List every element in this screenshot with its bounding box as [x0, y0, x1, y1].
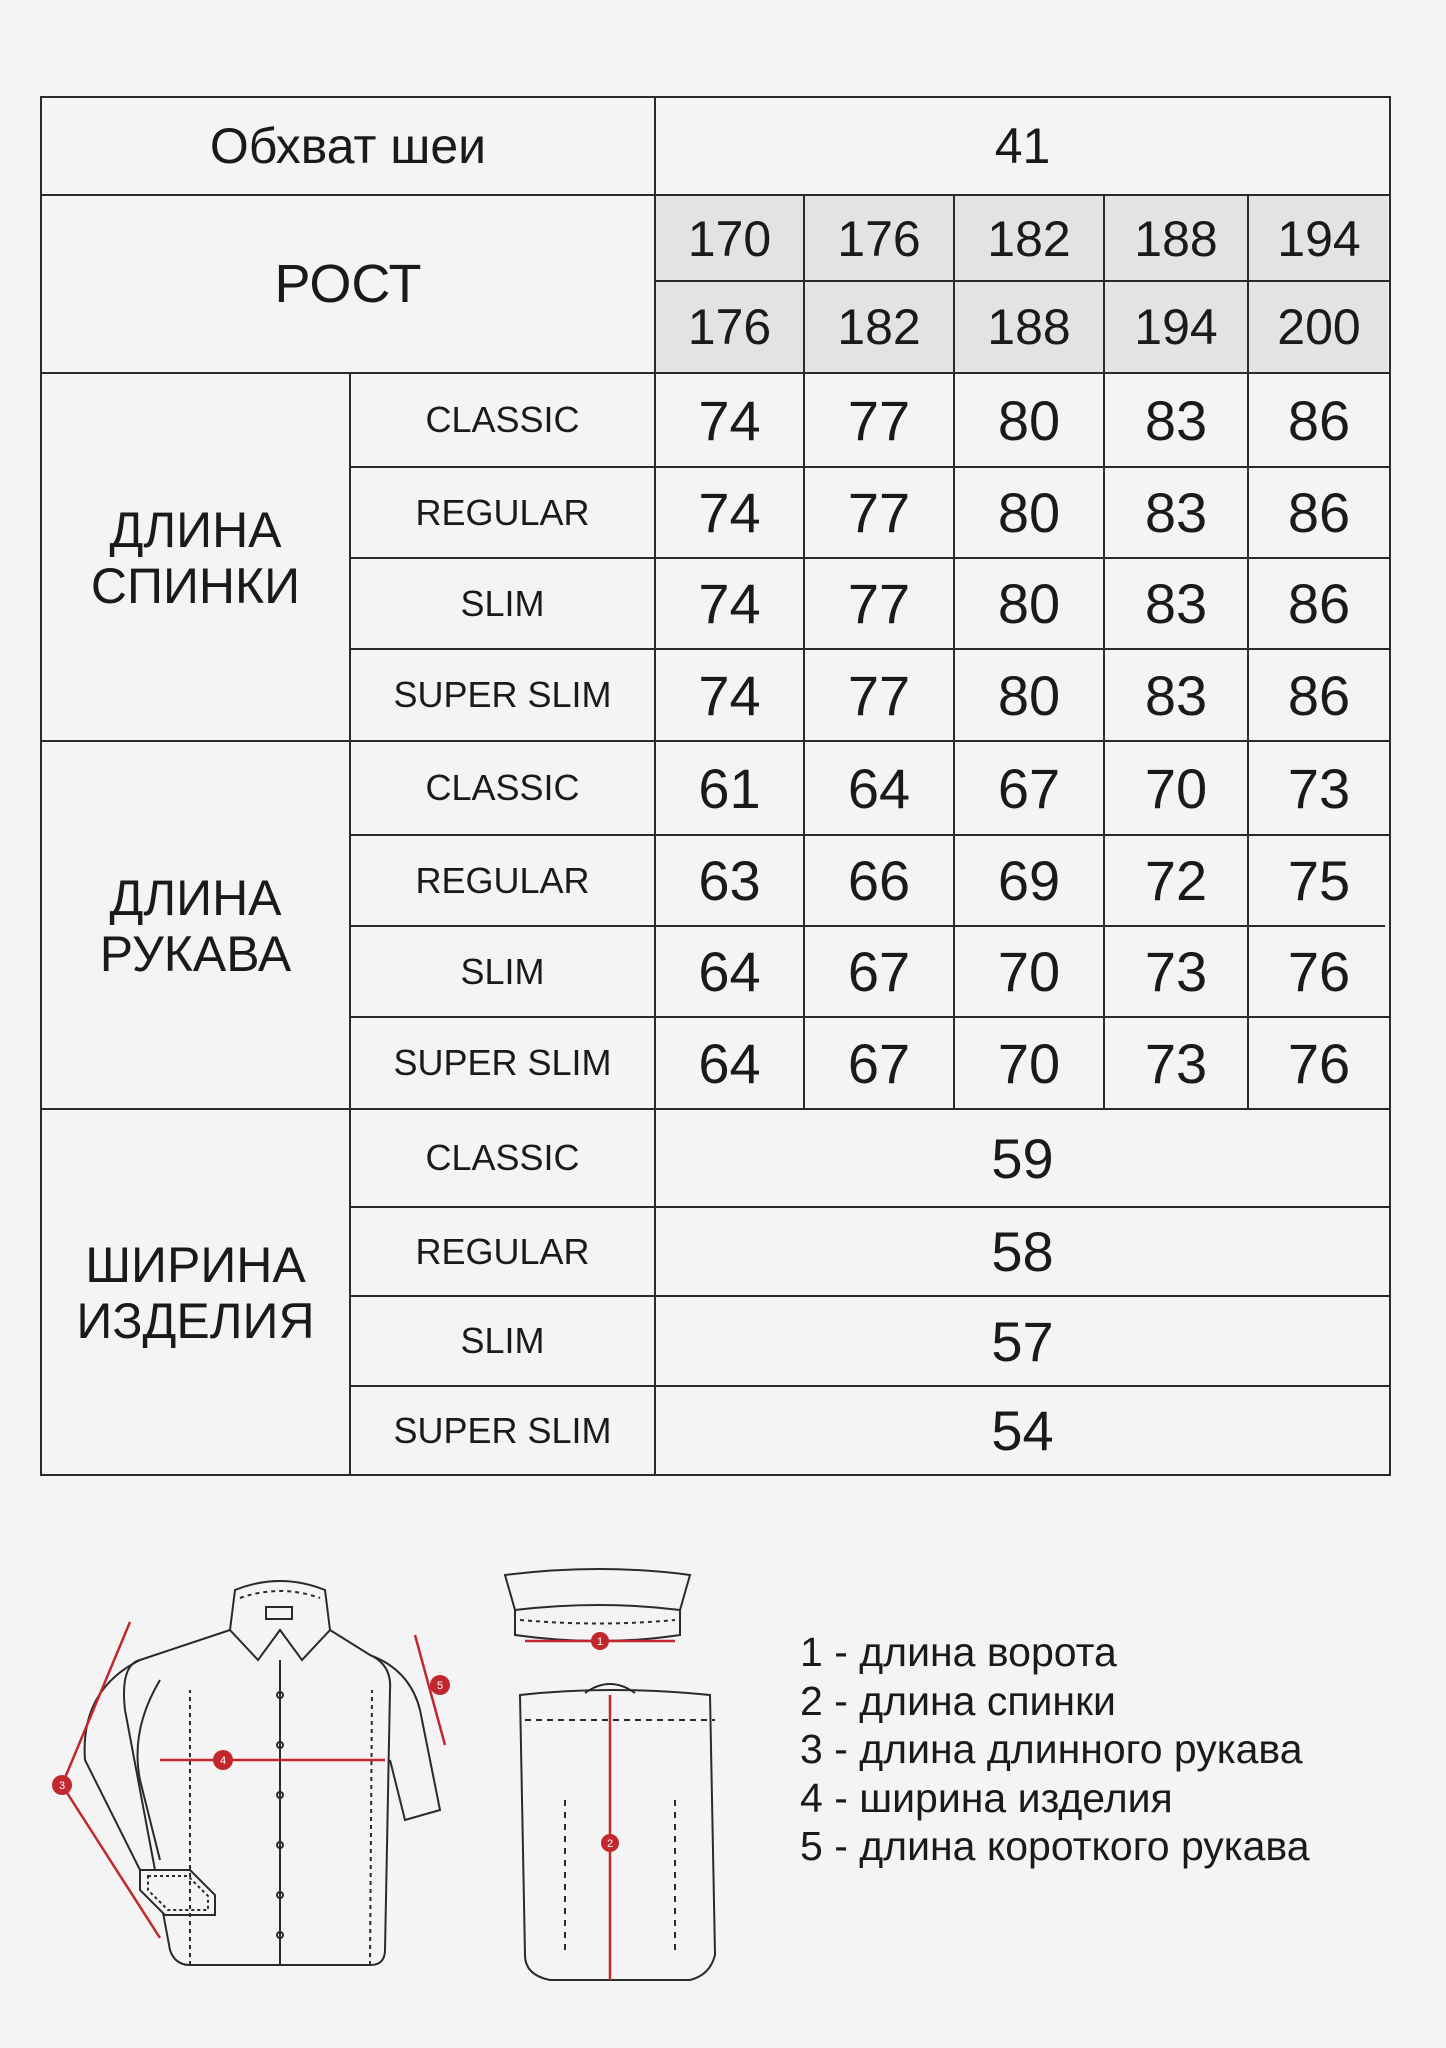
value-cell: 73: [1144, 940, 1208, 1003]
fit-label: REGULAR: [415, 859, 590, 901]
height-to: 188: [987, 299, 1071, 355]
group-label: ДЛИНА РУКАВА: [99, 870, 292, 982]
value-cell: 70: [997, 940, 1061, 1003]
marker-4: 4: [219, 1755, 227, 1767]
height-from: 176: [837, 211, 921, 267]
value-cell: 80: [997, 572, 1061, 635]
height-to: 194: [1134, 299, 1218, 355]
value-cell: 77: [847, 388, 911, 452]
value-cell: 67: [847, 940, 911, 1003]
width-value-cell: 59: [991, 1126, 1054, 1190]
value-cell: 63: [698, 849, 761, 912]
value-cell: 80: [997, 481, 1061, 544]
value-cell: 86: [1287, 663, 1351, 727]
value-cell: 76: [1287, 1031, 1351, 1095]
value-cell: 64: [847, 756, 911, 820]
legend-item: 4 - ширина изделия: [800, 1774, 1173, 1821]
value-cell: 86: [1287, 481, 1351, 544]
collar-icon: [500, 1565, 700, 1665]
group-label: ШИРИНА ИЗДЕЛИЯ: [76, 1237, 315, 1349]
neck-value: 41: [994, 118, 1051, 174]
height-from: 182: [987, 211, 1071, 267]
fit-label: SLIM: [460, 1320, 545, 1361]
marker-3: 3: [58, 1780, 66, 1792]
value-cell: 69: [997, 849, 1061, 912]
legend-item: 1 - длина ворота: [800, 1629, 1117, 1675]
value-cell: 83: [1144, 663, 1208, 727]
width-value-cell: 57: [991, 1309, 1054, 1373]
value-cell: 74: [698, 388, 761, 452]
marker-1: 1: [596, 1636, 604, 1648]
value-cell: 77: [847, 663, 911, 727]
value-cell: 80: [997, 388, 1061, 452]
value-cell: 64: [698, 1031, 761, 1095]
height-from: 170: [687, 211, 772, 267]
value-cell: 80: [997, 663, 1061, 727]
legend-item: 5 - длина короткого рукава: [800, 1823, 1310, 1869]
fit-label: SLIM: [460, 582, 545, 624]
neck-label: Обхват шеи: [209, 118, 487, 174]
value-cell: 73: [1287, 756, 1351, 820]
value-cell: 77: [847, 481, 911, 544]
height-to: 200: [1277, 299, 1361, 355]
fit-label: SLIM: [460, 950, 545, 992]
width-value-cell: 58: [991, 1220, 1054, 1283]
value-cell: 76: [1287, 940, 1351, 1003]
value-cell: 70: [1144, 756, 1208, 820]
value-cell: 83: [1144, 388, 1208, 452]
value-cell: 72: [1144, 849, 1208, 912]
value-cell: 74: [698, 663, 761, 727]
height-label: РОСТ: [274, 254, 422, 314]
fit-label: REGULAR: [415, 491, 590, 533]
value-cell: 83: [1144, 572, 1208, 635]
marker-5: 5: [436, 1680, 444, 1692]
value-cell: 67: [847, 1031, 911, 1095]
fit-label: CLASSIC: [425, 399, 580, 440]
height-from: 194: [1277, 211, 1361, 267]
value-cell: 75: [1287, 849, 1351, 912]
marker-2: 2: [606, 1838, 614, 1850]
value-cell: 64: [698, 940, 761, 1003]
value-cell: 83: [1144, 481, 1208, 544]
shirt-back-icon: [510, 1675, 730, 1995]
fit-label: CLASSIC: [425, 767, 580, 808]
value-cell: 67: [997, 756, 1061, 820]
width-value-cell: 54: [991, 1399, 1054, 1462]
value-cell: 74: [698, 481, 761, 544]
legend-item: 3 - длина длинного рукава: [800, 1726, 1303, 1772]
value-cell: 61: [698, 756, 761, 820]
height-to: 176: [687, 299, 772, 355]
value-cell: 86: [1287, 388, 1351, 452]
group-label: ДЛИНА СПИНКИ: [90, 502, 301, 614]
value-cell: 66: [847, 849, 911, 912]
shirt-front-icon: [40, 1570, 460, 1990]
value-cell: 86: [1287, 572, 1351, 635]
value-cell: 74: [698, 572, 761, 635]
fit-label: SUPER SLIM: [393, 1042, 612, 1083]
value-cell: 70: [997, 1031, 1061, 1095]
legend-item: 2 - длина спинки: [800, 1677, 1116, 1724]
value-cell: 77: [847, 572, 911, 635]
fit-label: CLASSIC: [425, 1137, 580, 1178]
fit-label: SUPER SLIM: [393, 1409, 612, 1451]
fit-label: REGULAR: [415, 1230, 590, 1272]
height-from: 188: [1134, 211, 1218, 267]
fit-label: SUPER SLIM: [393, 674, 612, 715]
legend: [800, 1628, 1310, 1871]
height-to: 182: [837, 299, 921, 355]
value-cell: 73: [1144, 1031, 1208, 1095]
